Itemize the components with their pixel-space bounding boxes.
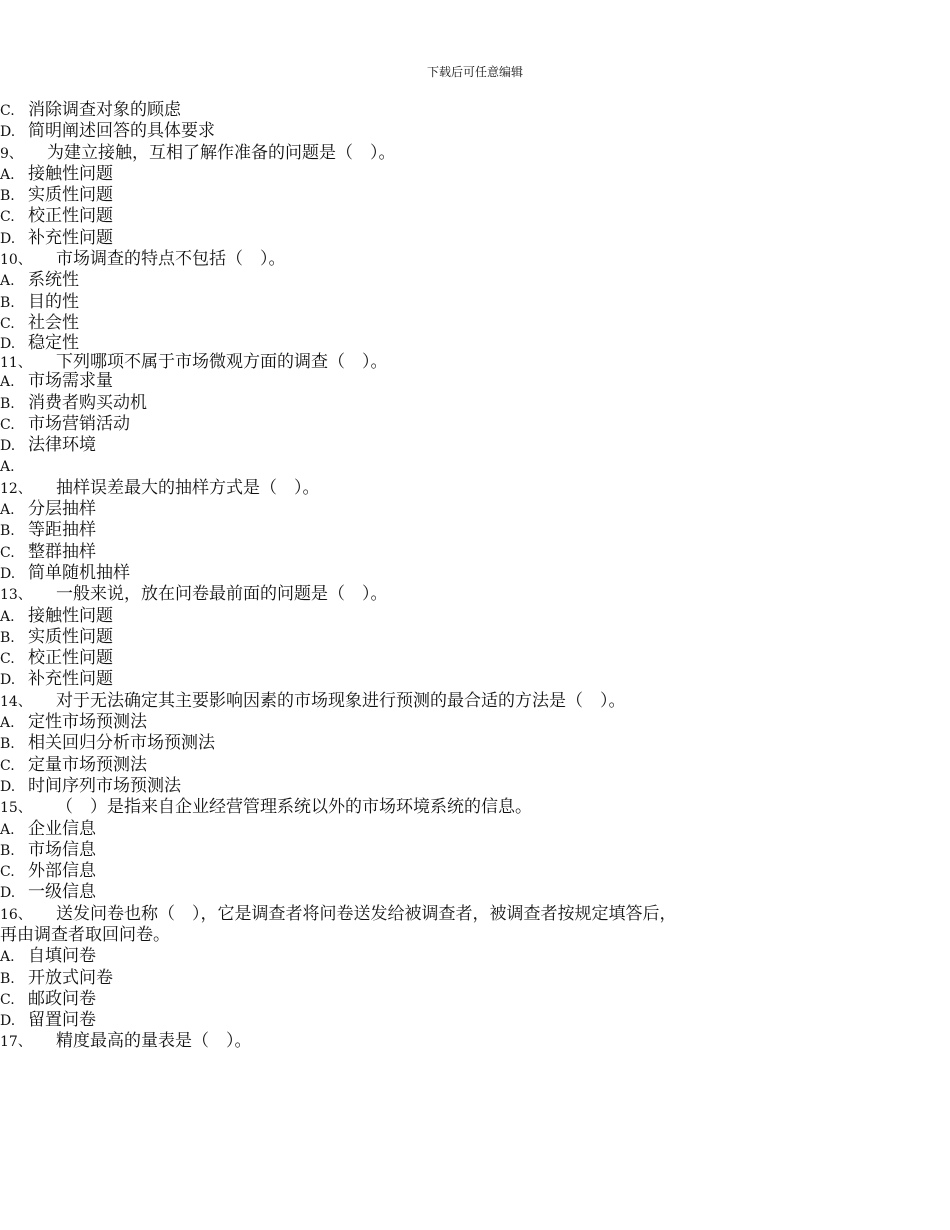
option-line: [0, 164, 950, 185]
option-line: [0, 270, 950, 291]
option-text: 市场需求量: [28, 371, 113, 392]
option-line: [0, 563, 950, 584]
option-line: [0, 228, 950, 249]
option-label: A.: [0, 166, 15, 183]
question-list: [0, 100, 950, 1053]
option-text: 补充性问题: [28, 227, 113, 248]
option-label: C.: [0, 864, 15, 881]
option-line: [0, 185, 950, 206]
option-label: C.: [0, 991, 15, 1008]
option-label: B.: [0, 188, 15, 205]
option-label: B.: [0, 842, 15, 859]
question-number: 16、: [0, 906, 32, 923]
option-text: 外部信息: [28, 861, 96, 882]
option-label: A.: [0, 459, 15, 476]
option-label: C.: [0, 209, 15, 226]
option-label: A.: [0, 502, 15, 519]
option-label: D.: [0, 778, 16, 795]
option-line: [0, 393, 950, 414]
option-line: [0, 946, 950, 967]
option-text: 相关回归分析市场预测法: [28, 733, 215, 754]
question-line: [0, 584, 950, 605]
option-label: A.: [0, 715, 15, 732]
option-text: 系统性: [28, 270, 79, 291]
option-label: B.: [0, 523, 15, 540]
option-line: [0, 371, 950, 392]
option-label: C.: [0, 651, 15, 668]
option-text: 定量市场预测法: [28, 754, 147, 775]
question-number: 13、: [0, 587, 32, 604]
question-number: 9、: [0, 145, 23, 162]
option-line: [0, 882, 950, 903]
option-line: [0, 313, 950, 334]
question-text: （ ）是指来自企业经营管理系统以外的市场环境系统的信息。: [56, 797, 532, 818]
question-text: 市场调查的特点不包括（ ）。: [56, 249, 286, 270]
question-line: [0, 1031, 950, 1052]
option-text: 稳定性: [28, 333, 79, 354]
option-line: [0, 669, 950, 690]
question-text: 精度最高的量表是（ ）。: [56, 1031, 252, 1052]
option-text: 目的性: [28, 291, 79, 312]
option-text: 消除调查对象的顾虑: [28, 100, 181, 120]
question-number: 14、: [0, 693, 32, 710]
option-text: 自填问卷: [28, 946, 96, 967]
question-text: 抽样误差最大的抽样方式是（ ）。: [56, 477, 320, 498]
option-text: 法律环境: [28, 435, 96, 456]
question-text: 再由调查者取回问卷。: [0, 924, 170, 945]
question-continuation-line: [0, 925, 950, 946]
option-line: [0, 520, 950, 541]
option-label: D.: [0, 885, 16, 902]
option-label: D.: [0, 672, 16, 689]
option-label: B.: [0, 294, 15, 311]
question-line: [0, 797, 950, 818]
option-text: 一级信息: [28, 882, 96, 903]
question-line: [0, 353, 950, 372]
question-number: 17、: [0, 1034, 32, 1051]
question-number: 15、: [0, 800, 32, 817]
option-text: 整群抽样: [28, 541, 96, 562]
option-text: 等距抽样: [28, 520, 96, 541]
option-text: 开放式问卷: [28, 967, 113, 988]
option-label: B.: [0, 736, 15, 753]
option-text: 定性市场预测法: [28, 712, 147, 733]
option-line: [0, 776, 950, 797]
question-text: 对于无法确定其主要影响因素的市场现象进行预测的最合适的方法是（ ）。: [56, 690, 626, 711]
question-line: [0, 691, 950, 712]
option-text: 时间序列市场预测法: [28, 775, 181, 796]
question-text: 下列哪项不属于市场微观方面的调查（ ）。: [56, 351, 388, 372]
option-label: C.: [0, 544, 15, 561]
question-line: [0, 143, 950, 164]
option-text: 接触性问题: [28, 163, 113, 184]
question-text: 一般来说，放在问卷最前面的问题是（ ）。: [56, 584, 388, 605]
option-line: [0, 206, 950, 227]
option-text: 实质性问题: [28, 626, 113, 647]
option-line: [0, 292, 950, 313]
question-line: [0, 478, 950, 499]
option-label: C.: [0, 416, 15, 433]
question-number: 10、: [0, 252, 32, 269]
option-line: [0, 968, 950, 989]
option-line: [0, 414, 950, 435]
question-text: 为建立接触，互相了解作准备的问题是（ ）。: [47, 142, 396, 163]
option-line: [0, 606, 950, 627]
option-label: D.: [0, 124, 16, 141]
option-text: 消费者购买动机: [28, 392, 147, 413]
option-label: C.: [0, 315, 15, 332]
option-line: [0, 456, 950, 477]
option-text: 简明阐述回答的具体要求: [28, 121, 215, 142]
option-line: [0, 733, 950, 754]
option-line: [0, 499, 950, 520]
question-number: 11、: [0, 354, 32, 371]
option-line: [0, 542, 950, 563]
option-line: [0, 819, 950, 840]
option-text: 实质性问题: [28, 185, 113, 206]
option-line: [0, 121, 950, 142]
option-line: [0, 648, 950, 669]
question-text: 送发问卷也称（ ），它是调查者将问卷送发给被调查者，被调查者按规定填答后，: [56, 903, 677, 924]
option-text: 校正性问题: [28, 648, 113, 669]
option-label: C.: [0, 757, 15, 774]
option-line: [0, 861, 950, 882]
option-text: 补充性问题: [28, 669, 113, 690]
option-line: [0, 840, 950, 861]
option-text: 留置问卷: [28, 1010, 96, 1031]
option-label: D.: [0, 230, 16, 247]
option-label: D.: [0, 1013, 16, 1030]
option-line: [0, 1010, 950, 1031]
option-label: A.: [0, 374, 15, 391]
option-line: [0, 712, 950, 733]
option-label: C.: [0, 103, 15, 119]
option-text: 校正性问题: [28, 206, 113, 227]
option-line: [0, 334, 950, 353]
option-label: A.: [0, 608, 15, 625]
option-text: 社会性: [28, 312, 79, 333]
option-label: A.: [0, 949, 15, 966]
option-text: 市场信息: [28, 839, 96, 860]
option-label: D.: [0, 438, 16, 455]
option-text: 企业信息: [28, 818, 96, 839]
option-label: D.: [0, 565, 16, 582]
option-line: [0, 989, 950, 1010]
option-label: B.: [0, 395, 15, 412]
question-line: [0, 249, 950, 270]
option-label: D.: [0, 336, 16, 353]
option-text: 分层抽样: [28, 499, 96, 520]
option-text: 邮政问卷: [28, 988, 96, 1009]
option-text: 接触性问题: [28, 605, 113, 626]
option-label: A.: [0, 273, 15, 290]
option-label: A.: [0, 821, 15, 838]
option-label: B.: [0, 970, 15, 987]
option-label: B.: [0, 629, 15, 646]
option-line: [0, 627, 950, 648]
page-header: 下载后可任意编辑: [426, 65, 523, 79]
option-line: [0, 435, 950, 456]
option-line: [0, 100, 950, 121]
option-line: [0, 755, 950, 776]
question-number: 12、: [0, 480, 32, 497]
option-text: 简单随机抽样: [28, 562, 130, 583]
option-text: 市场营销活动: [28, 413, 130, 434]
question-line: [0, 904, 950, 925]
